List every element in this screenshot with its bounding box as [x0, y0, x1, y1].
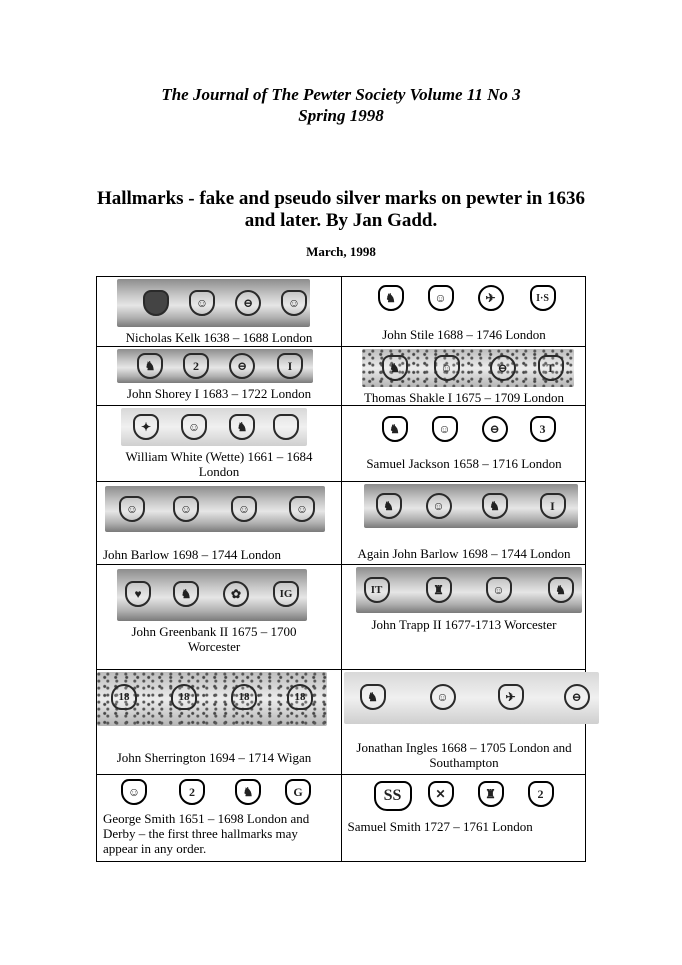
hallmark-photo-shorey — [117, 349, 313, 383]
table-row — [97, 775, 586, 862]
caption-white-line1: William White (Wette) 1661 – 1684 — [125, 449, 313, 464]
mark-heart-initials-icon: 18 — [111, 684, 137, 710]
hallmark-photo-shakle — [362, 349, 574, 387]
caption-barlow: John Barlow 1698 – 1744 London — [103, 547, 282, 562]
mark-initials-icon: I·S — [530, 285, 556, 311]
mark-shield-icon: T — [538, 355, 564, 381]
mark-shield-icon — [273, 414, 299, 440]
mark-leopard-head-icon: ☺ — [231, 496, 257, 522]
mark-lion-icon: ♞ — [382, 355, 408, 381]
caption-white — [97, 449, 341, 479]
table-cell-jackson — [341, 406, 586, 482]
journal-title — [0, 84, 682, 126]
caption-stile: John Stile 1688 – 1746 London — [382, 327, 546, 342]
hallmark-photo-greenbank — [117, 569, 307, 621]
mark-leopard-head-icon: ☺ — [432, 416, 458, 442]
mark-round-icon: ⊖ — [564, 684, 590, 710]
mark-lion-icon: ♞ — [482, 493, 508, 519]
table-row — [97, 670, 586, 775]
mark-leopard-head-icon: ☺ — [281, 290, 307, 316]
caption-white-line2: London — [198, 464, 240, 479]
mark-bird-icon: ✈ — [498, 684, 524, 710]
table-row — [97, 482, 586, 565]
mark-leopard-head-icon: ☺ — [486, 577, 512, 603]
caption-gsmith-line2: Derby – the first three hallmarks may — [103, 826, 298, 841]
mark-leopard-head-icon: ☺ — [289, 496, 315, 522]
mark-shield-icon: 2 — [179, 779, 205, 805]
hallmarks-table — [96, 276, 586, 862]
mark-round-icon: ⊖ — [235, 290, 261, 316]
caption-shakle: Thomas Shakle I 1675 – 1709 London — [363, 390, 565, 405]
mark-round-icon: ⊖ — [482, 416, 508, 442]
table-cell-shorey — [97, 347, 342, 406]
mark-initials-icon: IT — [364, 577, 390, 603]
mark-shield-icon — [143, 290, 169, 316]
caption-greenbank-line1: John Greenbank II 1675 – 1700 — [131, 624, 297, 639]
mark-lion-icon: ♞ — [137, 353, 163, 379]
mark-leopard-head-icon: ☺ — [434, 355, 460, 381]
mark-leopard-head-icon: ☺ — [173, 496, 199, 522]
mark-leopard-head-icon: ☺ — [428, 285, 454, 311]
hallmark-photo-ingles — [344, 672, 599, 724]
table-cell-shakle — [341, 347, 586, 406]
mark-shield-icon: 3 — [530, 416, 556, 442]
mark-shield-icon: I — [540, 493, 566, 519]
caption-shorey: John Shorey I 1683 – 1722 London — [126, 386, 312, 401]
table-cell-gsmith — [97, 775, 342, 862]
journal-title-line2: Spring 1998 — [298, 106, 384, 125]
mark-heart-initials-icon: 18 — [231, 684, 257, 710]
caption-ingles-line1: Jonathan Ingles 1668 – 1705 London and — [356, 740, 572, 755]
table-cell-trapp — [341, 565, 586, 670]
article-title-line1: Hallmarks - fake and pseudo silver marks on pewter in 1636 — [96, 188, 586, 209]
table-cell-kelk — [97, 277, 342, 347]
caption-gsmith-line1: George Smith 1651 – 1698 London and — [103, 811, 310, 826]
mark-lion-icon: ♞ — [360, 684, 386, 710]
caption-sherrington: John Sherrington 1694 – 1714 Wigan — [116, 750, 312, 765]
mark-leopard-head-icon: ☺ — [119, 496, 145, 522]
mark-shield-icon: G — [285, 779, 311, 805]
caption-ingles-line2: Southampton — [429, 755, 499, 770]
mark-lion-icon: ♞ — [229, 414, 255, 440]
mark-leopard-head-icon: ☺ — [426, 493, 452, 519]
mark-initials-icon: IG — [273, 581, 299, 607]
table-row — [97, 347, 586, 406]
mark-shield-icon: 2 — [528, 781, 554, 807]
mark-shield-icon: ♜ — [478, 781, 504, 807]
caption-jackson: Samuel Jackson 1658 – 1716 London — [366, 456, 562, 471]
mark-lion-icon: ♞ — [548, 577, 574, 603]
table-cell-ingles — [341, 670, 586, 775]
table-cell-stile — [341, 277, 586, 347]
hallmark-photo-barlow-again — [364, 484, 578, 528]
table-cell-barlow — [97, 482, 342, 565]
mark-lion-icon: ♞ — [378, 285, 404, 311]
table-cell-white — [97, 406, 342, 482]
mark-round-icon: ⊖ — [490, 355, 516, 381]
mark-round-icon: ✿ — [223, 581, 249, 607]
mark-bird-icon: ✈ — [478, 285, 504, 311]
mark-shield-icon: ✦ — [133, 414, 159, 440]
hallmark-photo-kelk — [117, 279, 310, 327]
mark-lion-icon: ♞ — [235, 779, 261, 805]
hallmark-photo-barlow — [105, 486, 325, 532]
table-cell-ssmith — [341, 775, 586, 862]
mark-round-icon: ⊖ — [229, 353, 255, 379]
caption-ssmith: Samuel Smith 1727 – 1761 London — [347, 819, 533, 834]
caption-ingles — [342, 740, 587, 770]
mark-leopard-head-icon: ☺ — [181, 414, 207, 440]
mark-heart-initials-icon: 18 — [171, 684, 197, 710]
mark-shield-icon: 2 — [183, 353, 209, 379]
hallmark-photo-trapp — [356, 567, 582, 613]
hallmark-photo-sherrington — [97, 672, 327, 726]
table-cell-sherrington — [97, 670, 342, 775]
caption-barlow-again: Again John Barlow 1698 – 1744 London — [357, 546, 571, 561]
mark-leopard-head-icon: ☺ — [121, 779, 147, 805]
mark-lion-icon: ♞ — [376, 493, 402, 519]
mark-tools-icon: ✕ — [428, 781, 454, 807]
table-cell-greenbank — [97, 565, 342, 670]
journal-title-line1: The Journal of The Pewter Society Volume 11 No 3 — [161, 85, 521, 104]
table-row — [97, 406, 586, 482]
table-row — [97, 277, 586, 347]
mark-leopard-head-icon: ☺ — [189, 290, 215, 316]
table-cell-barlow-again — [341, 482, 586, 565]
hallmark-photo-white — [121, 408, 307, 446]
article-title-line2: and later. By Jan Gadd. — [244, 210, 438, 231]
caption-gsmith — [103, 811, 309, 856]
caption-kelk: Nicholas Kelk 1638 – 1688 London — [125, 330, 313, 345]
mark-lion-icon: ♞ — [382, 416, 408, 442]
mark-leopard-head-icon: ☺ — [430, 684, 456, 710]
mark-shield-icon: ♜ — [426, 577, 452, 603]
caption-greenbank-line2: Worcester — [187, 639, 241, 654]
mark-lion-icon: ♞ — [173, 581, 199, 607]
mark-shield-icon: I — [277, 353, 303, 379]
mark-heart-initials-icon: 18 — [287, 684, 313, 710]
table-row — [97, 565, 586, 670]
mark-initials-icon: SS — [374, 781, 412, 811]
article-date: March, 1998 — [306, 244, 376, 259]
caption-gsmith-line3: appear in any order. — [103, 841, 207, 856]
mark-shield-icon: ♥ — [125, 581, 151, 607]
caption-greenbank — [97, 624, 331, 654]
caption-trapp: John Trapp II 1677-1713 Worcester — [371, 617, 557, 632]
article-title — [60, 188, 622, 232]
